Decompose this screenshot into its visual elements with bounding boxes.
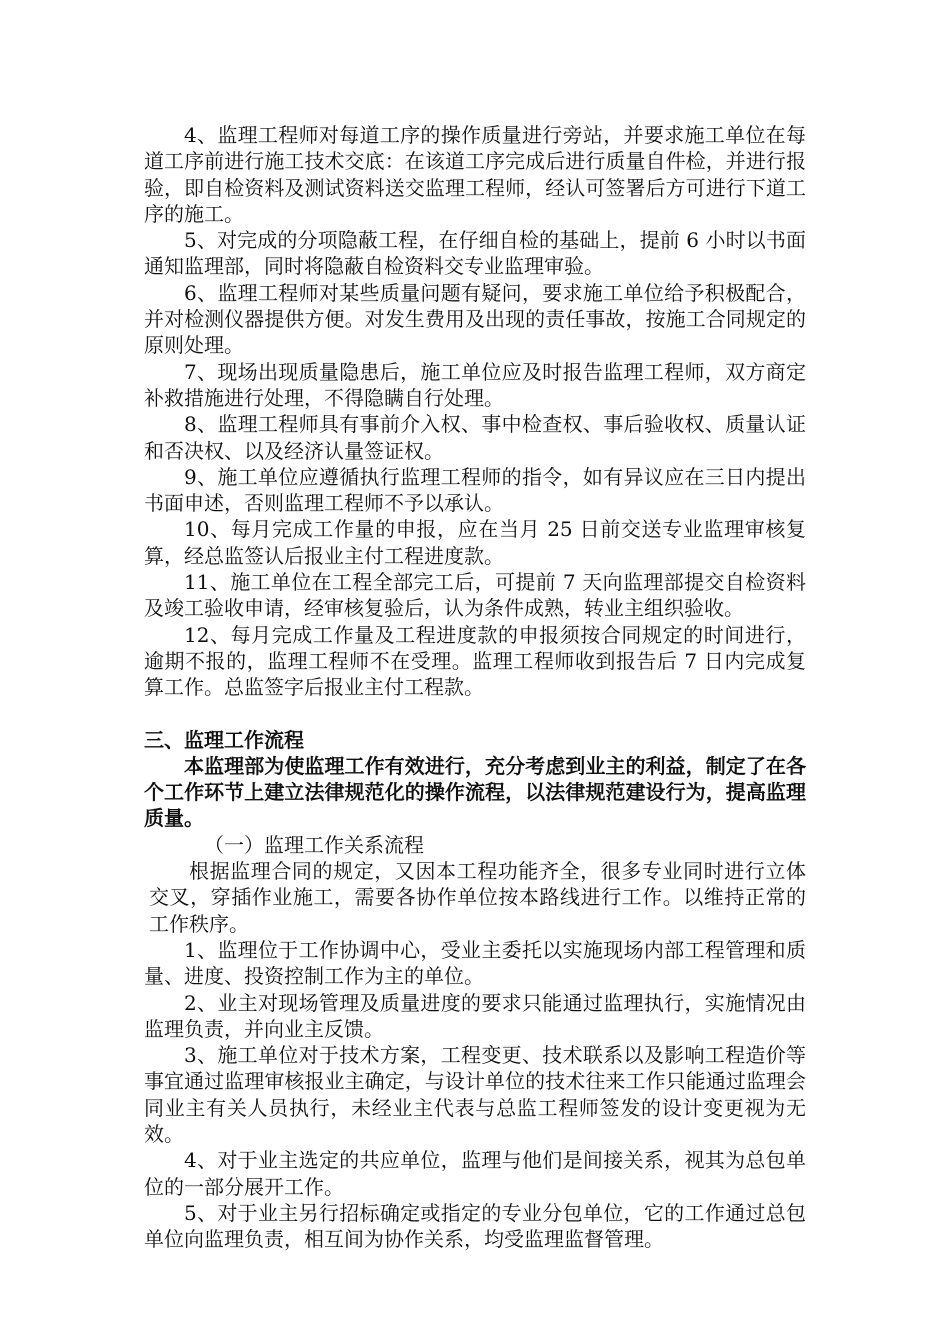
relation-item-2: 2、业主对现场管理及质量进度的要求只能通过监理执行，实施情况由监理负责，并向业主反馈。 bbox=[144, 990, 806, 1041]
relation-item-3: 3、施工单位对于技术方案，工程变更、技术联系以及影响工程造价等事宜通过监理审核报业主确定，与设计单位的技术往来工作只能通过监理会同业主有关人员执行，未经业主代表与总监工程师签发的设计变更视为无效。 bbox=[144, 1043, 806, 1146]
section-heading: 三、监理工作流程 bbox=[144, 727, 304, 752]
paragraph-item-4: 4、监理工程师对每道工序的操作质量进行旁站，并要求施工单位在每道工序前进行施工技术交底：在该道工序完成后进行质量自件检，并进行报验，即自检资料及测试资料送交监理工程师，经认可签署后方可进行下道工序的施工。 bbox=[144, 123, 806, 226]
sub-heading: （一）监理工作关系流程 bbox=[204, 832, 424, 857]
paragraph-item-7: 7、现场出现质量隐患后，施工单位应及时报告监理工程师，双方商定补救措施进行处理，不得隐瞒自行处理。 bbox=[144, 359, 806, 410]
paragraph-item-9: 9、施工单位应遵循执行监理工程师的指令，如有异议应在三日内提出书面申述，否则监理工程师不予以承认。 bbox=[144, 464, 806, 516]
relation-item-4: 4、对于业主选定的共应单位，监理与他们是间接关系，视其为总包单位的一部分展开工作。 bbox=[144, 1148, 806, 1199]
relation-item-5: 5、对于业主另行招标确定或指定的专业分包单位，它的工作通过总包单位向监理负责，相互间为协作关系，均受监理监督管理。 bbox=[144, 1200, 806, 1252]
paragraph-item-11: 11、施工单位在工程全部完工后，可提前 7 天向监理部提交自检资料及竣工验收申请，经审核复验后，认为条件成熟，转业主组织验收。 bbox=[144, 570, 806, 621]
document-page bbox=[144, 122, 806, 1252]
relation-item-1: 1、监理位于工作协调中心，受业主委托以实施现场内部工程管理和质量、进度、投资控制工作为主的单位。 bbox=[144, 937, 806, 989]
paragraph-item-10: 10、每月完成工作量的申报，应在当月 25 日前交送专业监理审核复算，经总监签认后报业主付工程进度款。 bbox=[144, 517, 806, 568]
paragraph-item-5: 5、对完成的分项隐蔽工程，在仔细自检的基础上，提前 6 小时以书面通知监理部，同时将隐蔽自检资料交专业监理审验。 bbox=[144, 228, 806, 279]
section-intro: 本监理部为使监理工作有效进行，充分考虑到业主的利益，制定了在各个工作环节上建立法律规范化的操作流程，以法律规范建设行为，提高监理质量。 bbox=[144, 753, 806, 831]
paragraph-item-12: 12、每月完成工作量及工程进度款的申报须按合同规定的时间进行，逾期不报的，监理工程师不在受理。监理工程师收到报告后 7 日内完成复算工作。总监签字后报业主付工程款。 bbox=[144, 622, 806, 700]
paragraph-item-8: 8、监理工程师具有事前介入权、事中检查权、事后验收权、质量认证和否决权、以及经济认量签证权。 bbox=[144, 412, 806, 463]
paragraph-item-6: 6、监理工程师对某些质量问题有疑问，要求施工单位给予积极配合，并对检测仪器提供方便。对发生费用及出现的责任事故，按施工合同规定的原则处理。 bbox=[144, 280, 806, 358]
sub-section-lead: 根据监理合同的规定，又因本工程功能齐全，很多专业同时进行立体交叉，穿插作业施工，需要各协作单位按本路线进行工作。以维持正常的工作秩序。 bbox=[149, 859, 806, 936]
